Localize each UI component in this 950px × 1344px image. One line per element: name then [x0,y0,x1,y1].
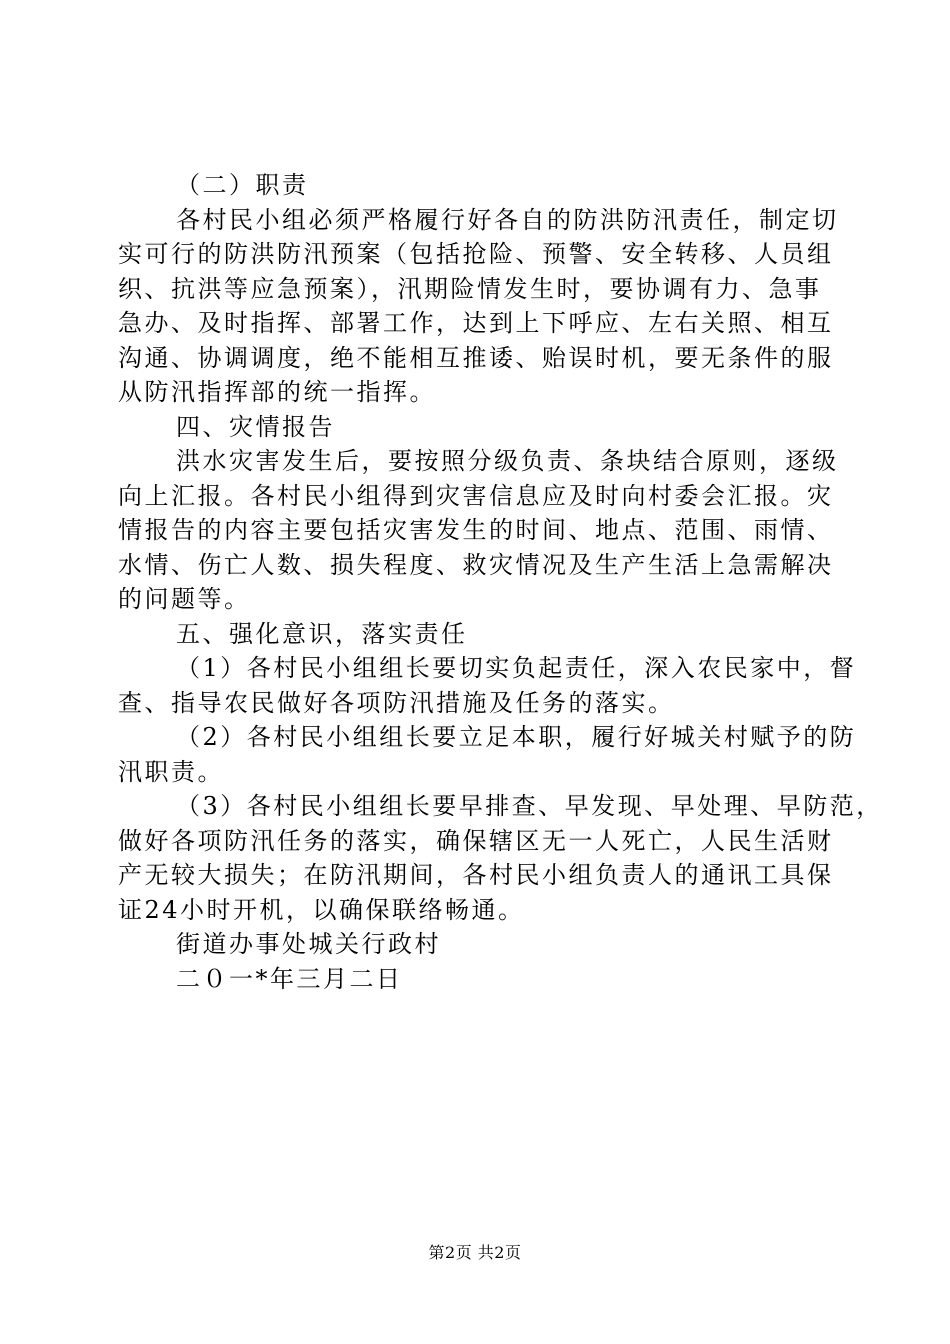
paragraph-line: 从防汛指挥部的统一指挥。 [118,378,436,406]
list-item-3: （3）各村民小组组长要早排查、早发现、早处理、早防范， [176,792,883,820]
paragraph-line: 向上汇报。各村民小组得到灾害信息应及时向村委会汇报。灾 [118,481,834,510]
paragraph-line: 产无较大损失；在防汛期间，各村民小组负责人的通讯工具保 [118,861,834,889]
section-heading-disaster-report: 四、灾情报告 [176,412,335,441]
paragraph-line: 织、抗洪等应急预案），汛期险情发生时，要协调有力、急事 [118,274,822,303]
section-heading-awareness: 五、强化意识，落实责任 [176,619,468,648]
paragraph-line: 实可行的防洪防汛预案（包括抢险、预警、安全转移、人员组 [118,240,834,268]
paragraph-line: 的问题等。 [118,585,251,613]
paragraph-line: 做好各项防汛任务的落实，确保辖区无一人死亡，人民生活财 [118,826,834,855]
signature-organization: 街道办事处城关行政村 [176,930,441,958]
paragraph-line: 查、指导农民做好各项防汛措施及任务的落实。 [118,688,675,717]
list-item-2: （2）各村民小组组长要立足本职，履行好城关村赋予的防 [176,723,857,751]
paragraph-line: 洪水灾害发生后，要按照分级负责、条块结合原则，逐级 [176,447,839,475]
paragraph-line: 证24小时开机，以确保联络畅通。 [118,895,525,924]
paragraph-line: 各村民小组必须严格履行好各自的防洪防汛责任，制定切 [176,205,839,234]
page-number-footer: 第2页 共2页 [428,1243,522,1262]
paragraph-line: 水情、伤亡人数、损失程度、救灾情况及生产生活上急需解决 [118,550,834,579]
list-item-1: （1）各村民小组组长要切实负起责任，深入农民家中，督 [176,654,857,682]
paragraph-line: 急办、及时指挥、部署工作，达到上下呼应、左右关照、相互 [118,309,834,337]
paragraph-line: 情报告的内容主要包括灾害发生的时间、地点、范围、雨情、 [118,516,834,544]
paragraph-line: 汛职责。 [118,757,224,786]
signature-date: 二０一*年三月二日 [176,964,403,993]
paragraph-line: 沟通、协调调度，绝不能相互推诿、贻误时机，要无条件的服 [118,343,834,372]
document-body [118,168,883,996]
section-heading-duties: （二）职责 [176,171,309,199]
